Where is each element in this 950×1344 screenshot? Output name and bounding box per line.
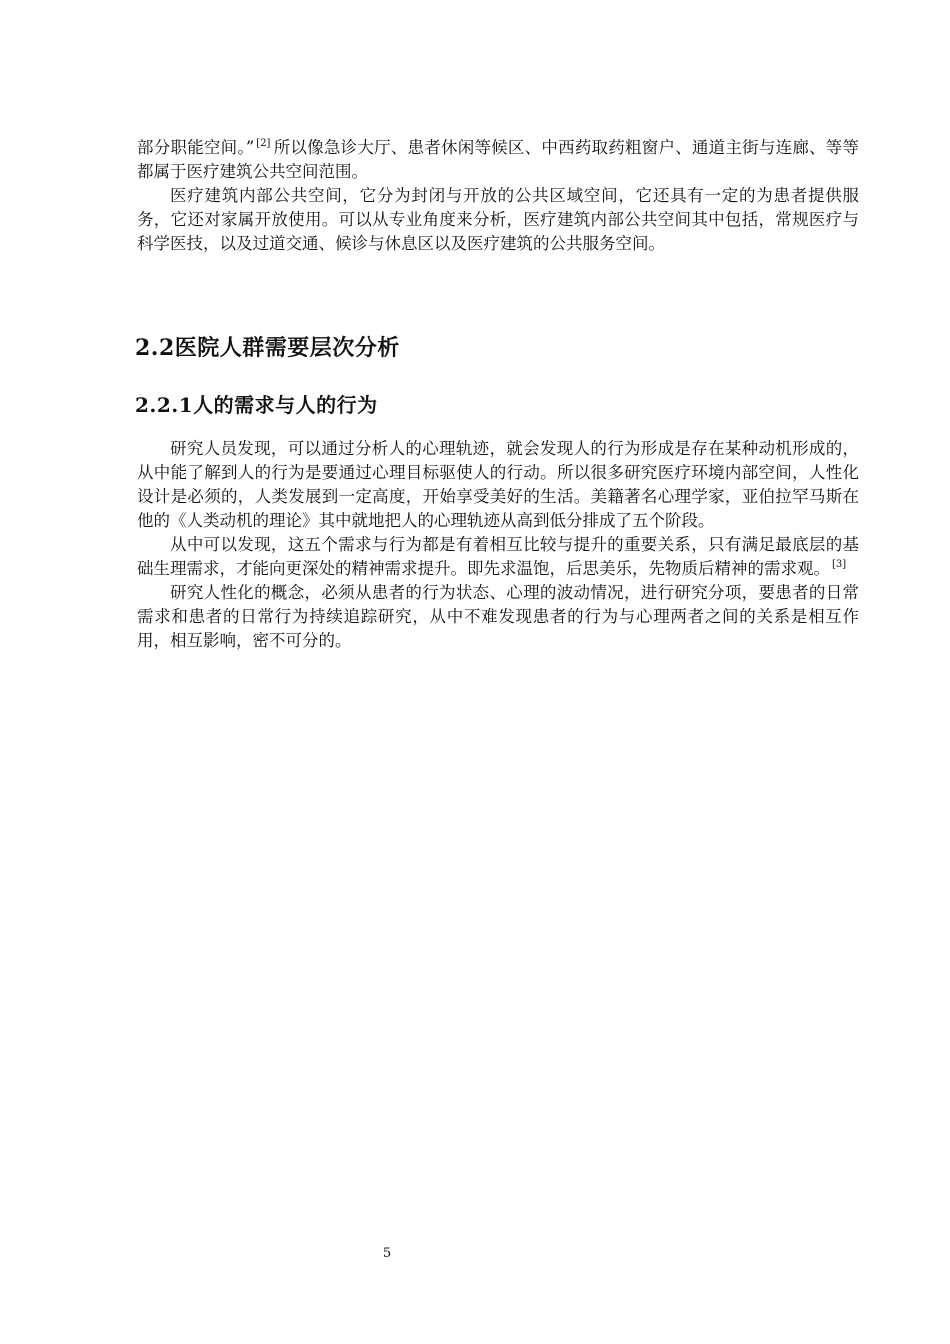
paragraph-continued xyxy=(137,136,859,184)
body-text-block xyxy=(137,437,859,653)
citation-ref: [2] xyxy=(256,138,271,149)
paragraph-text: 所以像急诊大厅、患者休闲等候区、中西药取药粗窗户、通道主街与连廊、等等都属于医疗建筑公共空间范围。 xyxy=(137,138,860,181)
intro-text-block xyxy=(137,136,859,256)
paragraph-text: 部分职能空间。” xyxy=(137,138,255,157)
paragraph-text: 从中可以发现，这五个需求与行为都是有着相互比较与提升的重要关系，只有满足最底层的基础生理需求，才能向更深处的精神需求提升。即先求温饱，后思美乐，先物质后精神的需求观。 xyxy=(137,535,859,578)
paragraph: 医疗建筑内部公共空间，它分为封闭与开放的公共区域空间，它还具有一定的为患者提供服务，它还对家属开放使用。可以从专业角度来分析，医疗建筑内部公共空间其中包括，常规医疗与科学医技，以及过道交通、候诊与休息区以及医疗建筑的公共服务空间。 xyxy=(137,186,859,253)
page-number: 5 xyxy=(382,1246,392,1261)
paragraph xyxy=(137,533,859,581)
citation-ref: [3] xyxy=(832,559,847,570)
subsection-heading: 2.2.1人的需求与人的行为 xyxy=(135,393,378,417)
paragraph: 研究人员发现，可以通过分析人的心理轨迹，就会发现人的行为形成是存在某种动机形成的，从中能了解到人的行为是要通过心理目标驱使人的行动。所以很多研究医疗环境内部空间，人性化设计是必须的，人类发展到一定高度，开始享受美好的生活。美籍著名心理学家，亚伯拉罕马斯在他的《人类动机的理论》其中就地把人的心理轨迹从高到低分排成了五个阶段。 xyxy=(137,439,859,530)
paragraph: 研究人性化的概念，必须从患者的行为状态、心理的波动情况，进行研究分项，要患者的日常需求和患者的日常行为持续追踪研究，从中不难发现患者的行为与心理两者之间的关系是相互作用，相互影响，密不可分的。 xyxy=(137,583,859,650)
section-heading: 2.2医院人群需要层次分析 xyxy=(135,335,400,361)
